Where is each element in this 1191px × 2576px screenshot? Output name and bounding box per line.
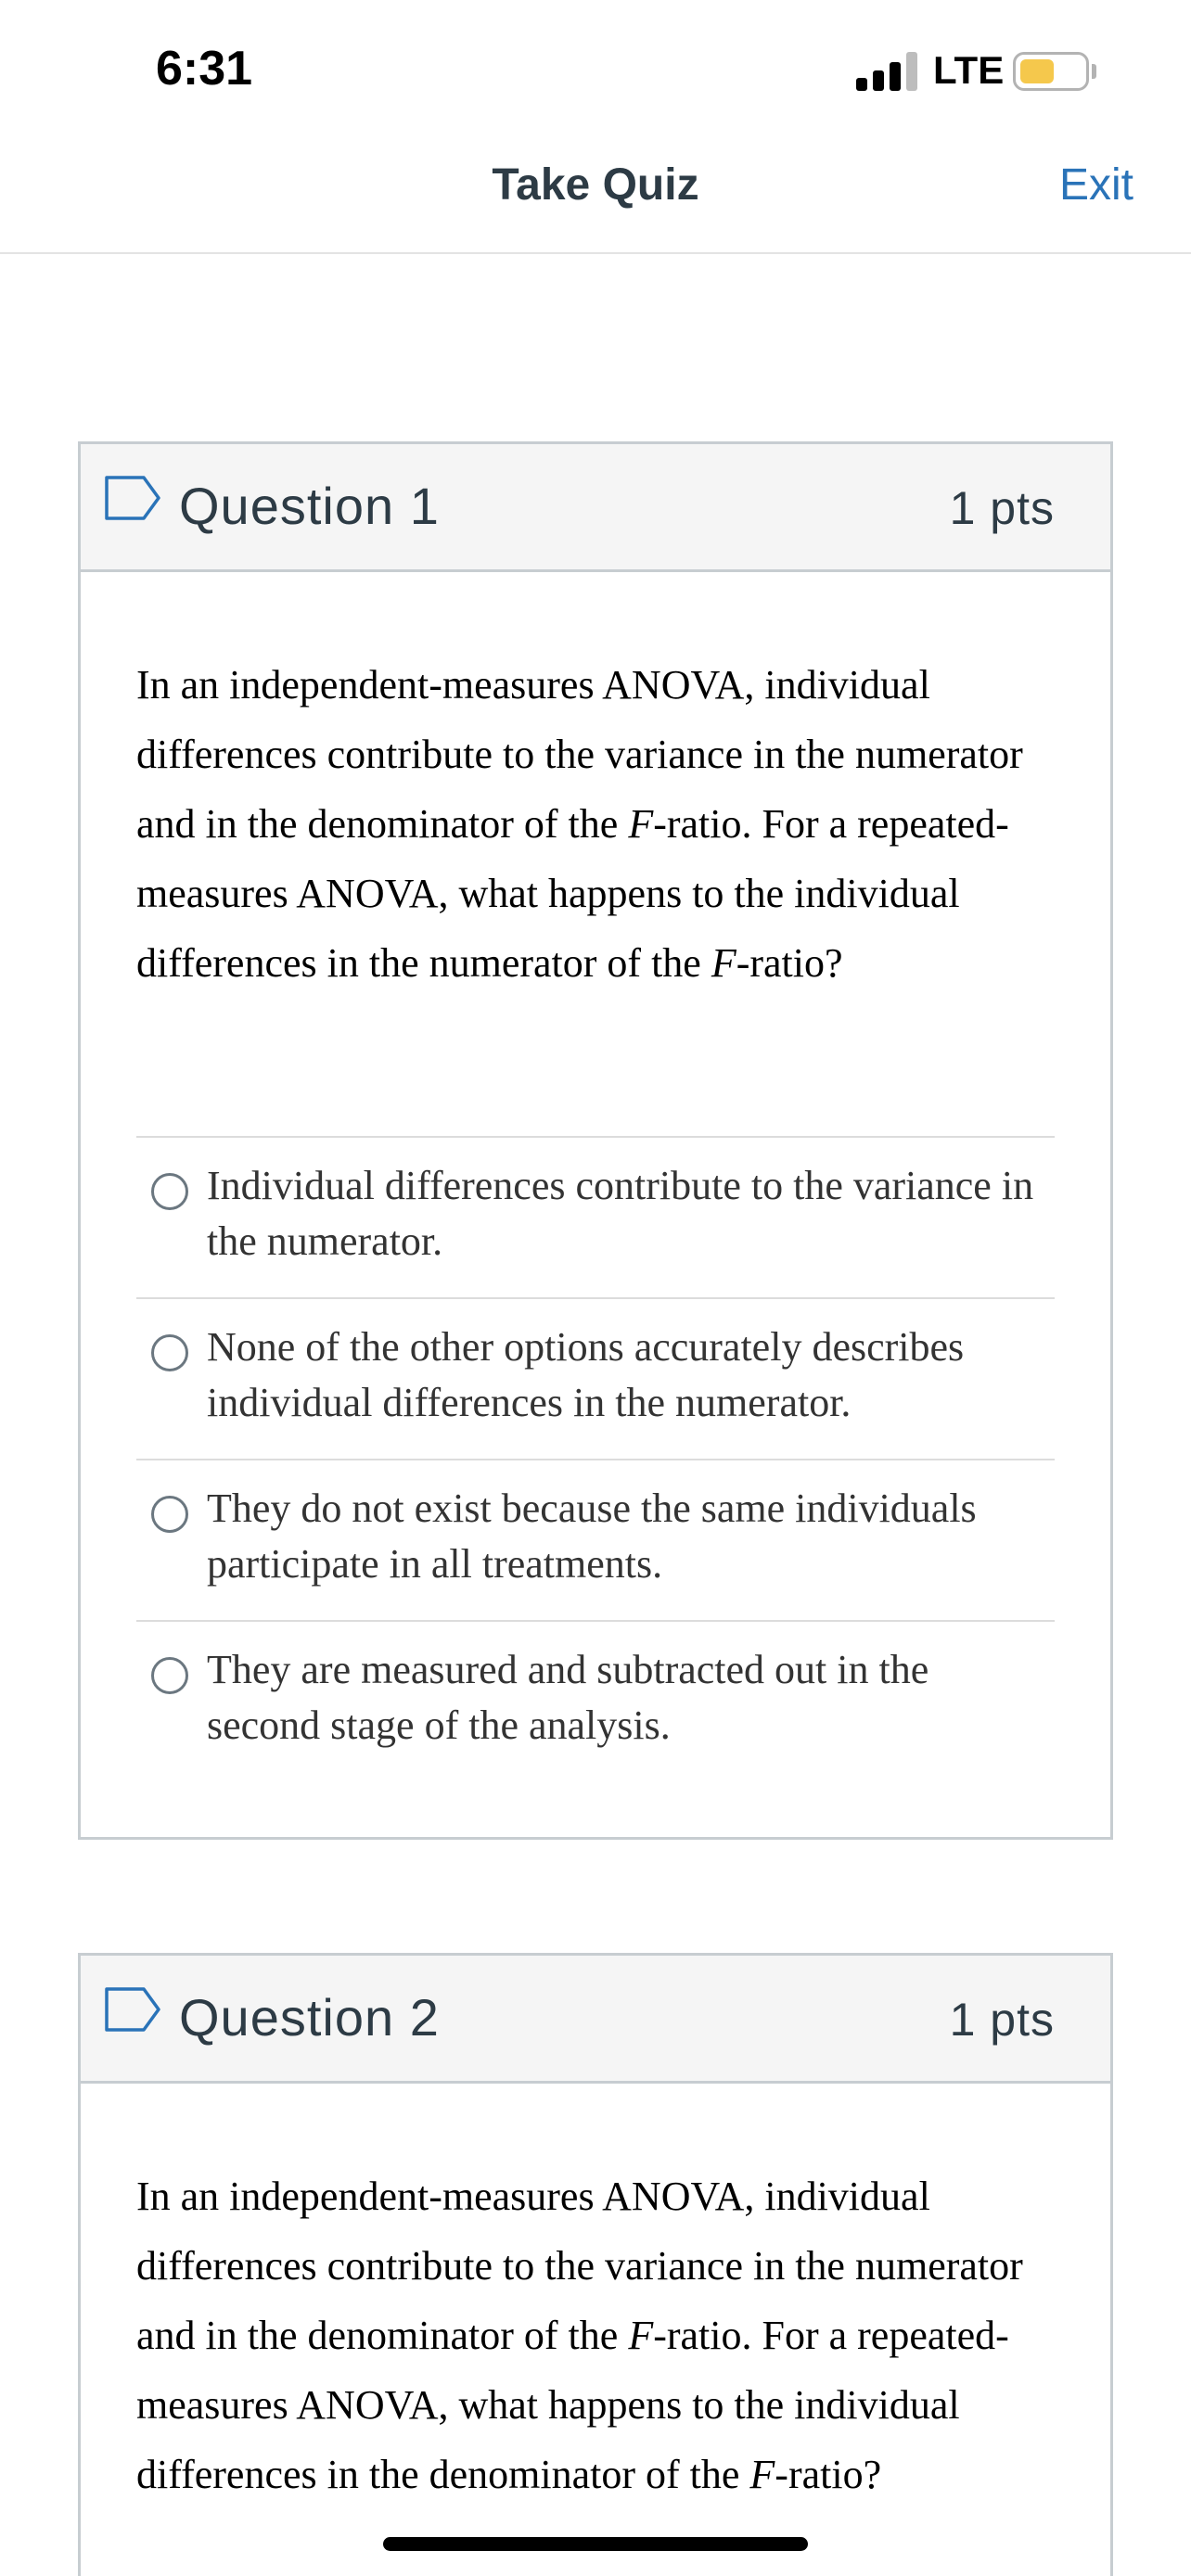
battery-icon [1013,52,1096,91]
answer-option[interactable] [136,1297,1055,1459]
question-header [81,1956,1110,2084]
question-title: Question 2 [179,1988,440,2047]
home-indicator[interactable] [383,2537,808,2551]
page-title: Take Quiz [492,160,699,210]
question-card [78,1953,1113,2576]
question-points: 1 pts [949,1994,1055,2046]
flag-question-icon[interactable] [103,474,162,522]
answer-label: They are measured and subtracted out in the second stage of the analysis. [207,1647,929,1748]
radio-button[interactable] [151,1173,188,1210]
answer-option[interactable] [136,1620,1055,1781]
question-points: 1 pts [949,482,1055,534]
flag-question-icon[interactable] [103,1985,162,2034]
question-text: In an independent-measures ANOVA, individual differences contribute to the variance in the numerator and in the denominator of the F-ratio. For a repeated-measures ANOVA, what happens to the individual differences in the numerator of the F-ratio? [136,662,1023,986]
question-text: In an independent-measures ANOVA, individual differences contribute to the variance in the numerator and in the denominator of the F-ratio. For a repeated-measures ANOVA, what happens to the individual differences in the denominator of the F-ratio? [136,2174,1023,2497]
cellular-signal-icon [856,52,919,91]
status-time: 6:31 [156,42,253,96]
radio-button[interactable] [151,1334,188,1371]
question-header [81,444,1110,572]
answer-label: Individual differences contribute to the variance in the numerator. [207,1163,1034,1264]
battery-level-fill [1020,59,1054,83]
answer-option[interactable] [136,1136,1055,1297]
network-type: LTE [933,48,1005,92]
answer-label: They do not exist because the same individuals participate in all treatments. [207,1486,977,1587]
nav-header [0,139,1191,254]
status-bar [0,0,1191,139]
radio-button[interactable] [151,1657,188,1694]
question-card [78,441,1113,1840]
answer-option[interactable] [136,1459,1055,1620]
answer-list [136,1136,1055,1781]
exit-button[interactable]: Exit [1058,160,1133,210]
question-title: Question 1 [179,477,440,535]
radio-button[interactable] [151,1496,188,1533]
answer-label: None of the other options accurately describes individual differences in the numerator. [207,1324,965,1425]
